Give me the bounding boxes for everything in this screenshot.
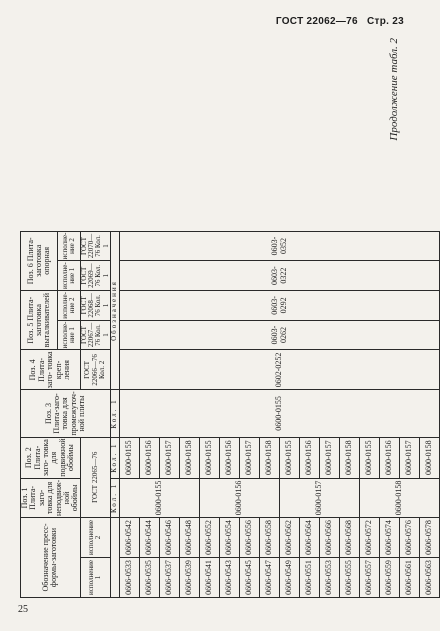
header-row-1 xyxy=(21,231,58,597)
pos1-cell: 0600-0155 xyxy=(120,478,200,517)
exec2-cell: 0606-0548 xyxy=(180,518,200,558)
exec2-cell: 0606-0562 xyxy=(280,518,300,558)
pos4-cell: 0602-0252 xyxy=(120,350,440,390)
pos2-cell: 0600-0158 xyxy=(340,437,360,478)
pos2-cell: 0600-0157 xyxy=(160,437,180,478)
exec1-cell: 0606-0549 xyxy=(280,558,300,598)
pos6-exec2-cell: 0603-0352 xyxy=(120,231,440,261)
exec1-cell: 0606-0545 xyxy=(240,558,260,598)
exec1-cell: 0606-0547 xyxy=(260,558,280,598)
exec1-cell: 0606-0553 xyxy=(320,558,340,598)
pos5-exec2-cell: 0603-0292 xyxy=(120,291,440,321)
pos1-qty: Кол. 1 xyxy=(111,478,120,517)
table-row xyxy=(120,231,140,597)
gost-22070-header: ГОСТ 22070—76 Кол. 1 xyxy=(80,231,110,261)
pos6-exec2: исполне- ние 2 xyxy=(58,231,80,261)
exec1-cell: 0606-0543 xyxy=(220,558,240,598)
exec2-cell: 0606-0564 xyxy=(300,518,320,558)
gost-22069-header: ГОСТ 22069—76 Кол. 1 xyxy=(80,261,110,291)
pos4-header: Поз. 4 Плита-заго- товка креп- ления xyxy=(21,350,81,390)
pos1-cell: 0600-0158 xyxy=(360,478,440,517)
exec2-cell: 0606-0552 xyxy=(200,518,220,558)
pos5-exec1: исполне- ние 1 xyxy=(58,320,80,350)
pos2-cell: 0600-0158 xyxy=(260,437,280,478)
continuation-title: Продолжение табл. 2 xyxy=(388,38,400,141)
pos2-cell: 0600-0157 xyxy=(320,437,340,478)
exec2-cell: 0606-0556 xyxy=(240,518,260,558)
pos2-cell: 0600-0156 xyxy=(220,437,240,478)
exec2-cell: 0606-0576 xyxy=(400,518,420,558)
pos5-header: Поз. 5 Плита-заготовка выталкивателей xyxy=(21,291,58,350)
exec1-cell: 0606-0551 xyxy=(300,558,320,598)
exec1-cell: 0606-0557 xyxy=(360,558,380,598)
pos2-cell: 0600-0158 xyxy=(420,437,440,478)
pos2-cell: 0600-0155 xyxy=(280,437,300,478)
press-form-table xyxy=(20,231,440,598)
exec1-cell: 0606-0559 xyxy=(380,558,400,598)
exec1-cell: 0606-0537 xyxy=(160,558,180,598)
pos2-header: Поз. 2 Плита-заго- товка для подвижной обоймы xyxy=(21,437,81,478)
exec1-cell: 0606-0541 xyxy=(200,558,220,598)
obozn-label: Обозначения xyxy=(111,231,120,390)
pos6-exec1-cell: 0603-0322 xyxy=(120,261,440,291)
pos2-cell: 0600-0157 xyxy=(400,437,420,478)
exec1-header: исполнение 1 xyxy=(80,558,110,598)
pos1-header: Поз. 1 Плита-заго- товка для неподвиж- ной обоймы xyxy=(20,479,80,516)
pos2-cell: 0600-0158 xyxy=(180,437,200,478)
exec2-cell: 0606-0554 xyxy=(220,518,240,558)
gost-22067-header: ГОСТ 22067—76 Кол. 1 xyxy=(80,320,110,350)
page-header xyxy=(270,16,404,27)
pos1-cell: 0600-0156 xyxy=(200,478,280,517)
pos1-cell: 0600-0157 xyxy=(280,478,360,517)
gost-22065-header: ГОСТ 22065—76 xyxy=(80,437,110,517)
gost-number: ГОСТ 22062—76 xyxy=(275,16,358,27)
rotated-table-area xyxy=(20,38,434,598)
pos2-cell: 0600-0157 xyxy=(240,437,260,478)
pos2-cell: 0600-0156 xyxy=(300,437,320,478)
exec1-cell: 0606-0533 xyxy=(120,558,140,598)
exec2-cell: 0606-0578 xyxy=(420,518,440,558)
pos3-cell: 0600-0155 xyxy=(120,390,440,437)
pos3-header: Поз. 3 Плита-заго- товка для промежуточ- ной плиты xyxy=(21,390,111,437)
exec1-cell: 0606-0555 xyxy=(340,558,360,598)
exec2-cell: 0606-0566 xyxy=(320,518,340,558)
exec2-cell: 0606-0546 xyxy=(160,518,180,558)
exec2-cell: 0606-0542 xyxy=(120,518,140,558)
gost-22068-header: ГОСТ 22068—76 Кол. 1 xyxy=(80,291,110,321)
pos5-exec2: исполне- ние 2 xyxy=(58,291,80,321)
exec1-cell: 0606-0561 xyxy=(400,558,420,598)
pos6-header: Поз. 6 Плита-заготовка опорная xyxy=(21,231,58,290)
designation-header: Обозначение пресс-формы-заготовки xyxy=(21,518,81,598)
pos3-qty: Кол. 1 xyxy=(111,390,120,437)
exec1-cell: 0606-0539 xyxy=(180,558,200,598)
pos2-cell: 0600-0155 xyxy=(200,437,220,478)
exec2-cell: 0606-0572 xyxy=(360,518,380,558)
exec2-cell: 0606-0574 xyxy=(380,518,400,558)
pos2-cell: 0600-0155 xyxy=(120,437,140,478)
pos2-cell: 0600-0156 xyxy=(380,437,400,478)
page-number: 25 xyxy=(18,604,28,615)
obozn-row xyxy=(111,231,120,597)
exec2-cell: 0606-0544 xyxy=(140,518,160,558)
pos2-cell: 0600-0156 xyxy=(140,437,160,478)
pos2-qty: Кол. 1 xyxy=(111,437,120,478)
pos5-exec1-cell: 0603-0262 xyxy=(120,320,440,350)
pos2-cell: 0600-0155 xyxy=(360,437,380,478)
exec2-header: исполнение 2 xyxy=(80,518,110,558)
exec1-cell: 0606-0563 xyxy=(420,558,440,598)
pos6-exec1: исполне- ние 1 xyxy=(58,261,80,291)
exec2-cell: 0606-0558 xyxy=(260,518,280,558)
exec2-cell: 0606-0568 xyxy=(340,518,360,558)
exec1-cell: 0606-0535 xyxy=(140,558,160,598)
page-label: Стр. 23 xyxy=(366,16,404,27)
gost-22066-header: ГОСТ 22066—76 Кол. 2 xyxy=(80,350,110,390)
